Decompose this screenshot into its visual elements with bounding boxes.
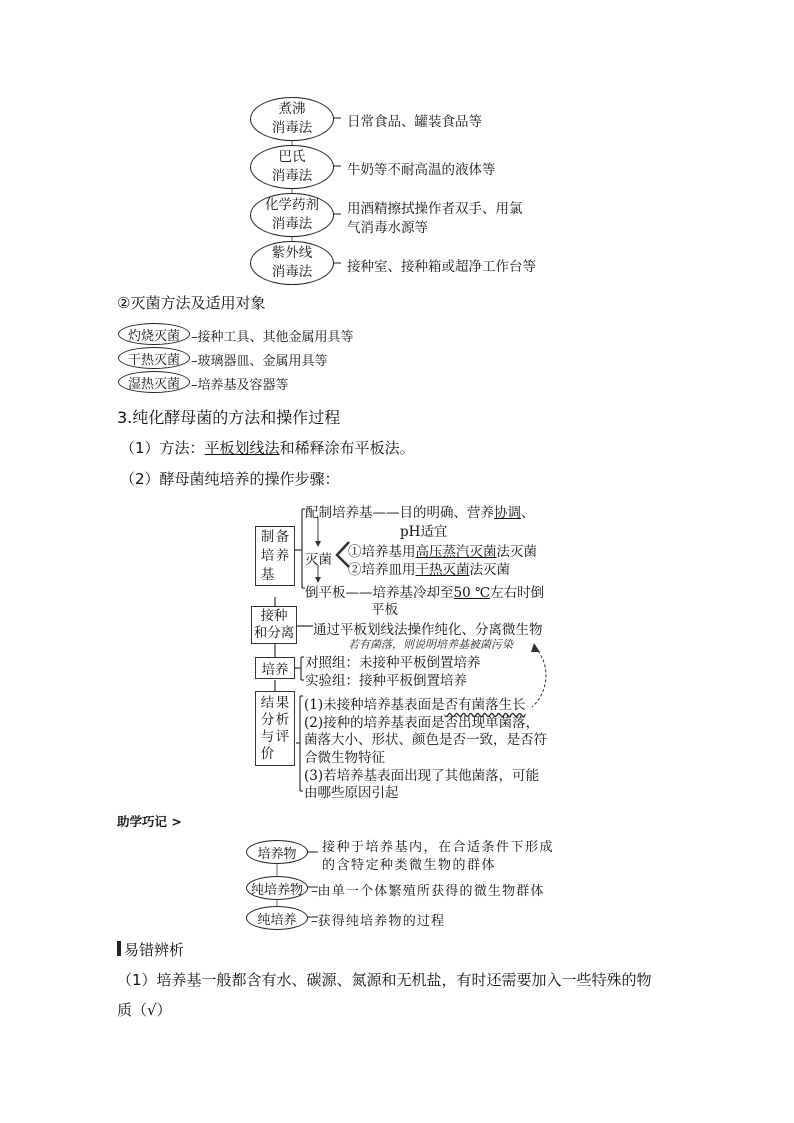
inoculate-desc: 通过平板划线法操作纯化、分离微生物 [313, 622, 543, 638]
memo-culture-desc-1: 接种于培养基内，在合适条件下形成 [322, 840, 555, 855]
memo-term-pure-culturing: 纯培养 [246, 906, 308, 930]
sterilization-moist-heat-use: –培养基及容器等 [191, 378, 289, 393]
prep-line-2: pH适宜 [400, 524, 448, 540]
sterilize-medium: ①培养基用高压蒸汽灭菌法灭菌 [348, 544, 537, 560]
disinfection-use-pasteur: 牛奶等不耐高温的液体等 [347, 162, 496, 178]
disinfection-use-chemical-2: 气消毒水源等 [347, 220, 428, 236]
error-item-1-line-2: 质（√） [117, 1001, 172, 1019]
sterilization-moist-heat: 湿热灭菌 [118, 371, 190, 393]
steps-title: （2）酵母菌纯培养的操作步骤： [120, 470, 340, 488]
sterilization-burning: 灼烧灭菌 [118, 323, 190, 345]
prep-line-1: 配制培养基——目的明确、营养协调、 [305, 505, 535, 521]
memo-term-culture: 培养物 [246, 840, 308, 864]
disinfection-method-uv: 紫外线 消毒法 [250, 241, 334, 285]
memo-pure-culturing-desc: –获得纯培养物的过程 [311, 914, 446, 929]
sterilization-burning-use: –接种工具、其他金属用具等 [191, 330, 354, 345]
disinfection-method-boiling: 煮沸 消毒法 [250, 97, 334, 141]
step-box-inoculate: 接种 和分离 [251, 606, 297, 644]
disinfection-use-chemical-1: 用酒精擦拭操作者双手、用氯 [347, 201, 523, 217]
error-item-1-line-1: （1）培养基一般都含有水、碳源、氮源和无机盐，有时还需要加入一些特殊的物 [117, 971, 652, 989]
method-line: （1）方法：平板划线法和稀释涂布平板法。 [120, 439, 415, 457]
section-3-title: 3.纯化酵母菌的方法和操作过程 [117, 408, 341, 427]
result-2-line-3: 合微生物特征 [304, 750, 385, 766]
sterilization-heading: ②灭菌方法及适用对象 [117, 294, 266, 312]
pour-plate-line-2: 平板 [371, 602, 398, 618]
memo-label: 助学巧记 > [117, 814, 182, 829]
result-2-line-1: (2)接种的培养基表面是否出现单菌落， [304, 715, 540, 731]
result-3-line-2: 由哪些原因引起 [304, 785, 399, 801]
step-box-result-analysis: 结 果 分 析 与 评 价 [255, 691, 295, 766]
pour-plate-line-1: 倒平板——培养基冷却至50 ℃左右时倒 [305, 585, 545, 601]
step-box-culture: 培养 [255, 657, 295, 679]
sterilize-label: 灭菌 [305, 552, 332, 568]
disinfection-use-uv: 接种室、接种箱或超净工作台等 [347, 259, 536, 275]
sterilize-dish: ②培养皿用干热灭菌法灭菌 [348, 562, 510, 578]
result-3-line-1: (3)若培养基表面出现了其他菌落，可能 [304, 768, 540, 784]
error-section-title: 易错辨析 [124, 941, 185, 959]
experiment-group: 实验组：接种平板倒置培养 [305, 673, 467, 689]
control-group: 对照组：未接种平板倒置培养 [305, 655, 481, 671]
disinfection-use-boiling: 日常食品、罐装食品等 [347, 114, 482, 130]
sterilization-dry-heat: 干热灭菌 [118, 347, 190, 369]
memo-pure-culture-desc: –由单一个体繁殖所获得的微生物群体 [311, 884, 545, 899]
result-2-line-2: 菌落大小、形状、颜色是否一致，是否符 [304, 732, 547, 748]
sterilization-dry-heat-use: –玻璃器皿、金属用具等 [191, 354, 328, 369]
memo-culture-desc-2: 的含特定种类微生物的群体 [322, 858, 497, 873]
result-1: (1)未接种培养基表面是否有菌落生长 [304, 697, 526, 713]
error-section-marker [117, 941, 121, 956]
step-box-prepare-medium: 制 备 培 养 基 [255, 526, 295, 586]
memo-term-pure-culture: 纯培养物 [246, 876, 308, 900]
disinfection-method-chemical: 化学药剂 消毒法 [250, 193, 334, 237]
handwritten-note: 若有菌落，则说明培养基被菌污染 [348, 638, 513, 651]
disinfection-method-pasteur: 巴氏 消毒法 [250, 145, 334, 189]
